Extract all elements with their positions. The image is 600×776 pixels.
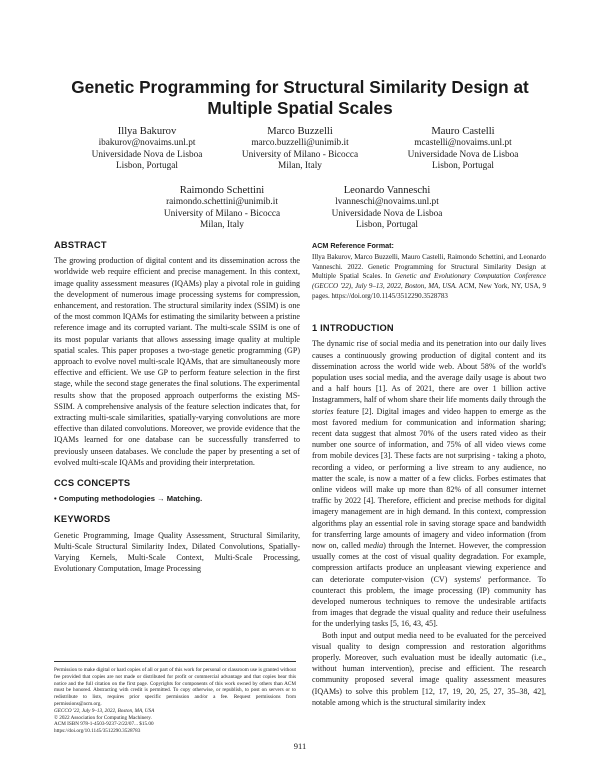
ccs-heading: CCS CONCEPTS	[54, 478, 131, 489]
author-affiliation: University of Milano - Bicocca	[163, 208, 281, 219]
author-email[interactable]: mcastelli@novaims.unl.pt	[414, 138, 512, 148]
acm-ref-venue: Genetic and Evolutionary Computation Conference (GECCO '22), July 9–13, 2022, Boston, MA, USA.	[312, 272, 546, 290]
author-affiliation: Universidade Nova de Lisboa	[407, 149, 519, 160]
right-column	[312, 240, 546, 708]
keywords-text: Genetic Programming, Image Quality Assessment, Structural Similarity, Multi-Scale Structural Similarity Index, Dilated Convolutions, Spatially-Varying Kernels, Multi-Scale Context, Multi-Scale Processing, Evolutionary Computation, Image Processing	[54, 530, 300, 574]
intro-text: feature [2]. Digital images and video happen to emerge as the most favored medium for communication and information sharing; recent data suggest that almost 70% of the users rated video as their number one source of information, and 75% of all video views come from mobile devices [3]. These facts are not surprising - taking a photo, recording a video, or performing a live stream to any audience, no matter the scale, is now a matter of a few clicks. Forbes estimates that online videos will make up more than 82% of all consumer internet traffic by 2022 [4]. Therefore, efficient and precise methods for digital imagery management are in high demand. In this context, compression algorithms play an essential role in saving storage space and bandwidth for transferring large amounts of imagery and video information (from now on, called	[312, 406, 546, 551]
author-email[interactable]: lvanneschi@novaims.unl.pt	[335, 197, 439, 207]
permission-text: Permission to make digital or hard copies of all or part of this work for personal or classroom use is granted without fee provided that copies are not made or distributed for profit or commercial advantage and that copies bear this notice and the full citation on the first page. Copyrights for components of this work owned by others than ACM must be honored. Abstracting with credit is permitted. To copy otherwise, or republish, to post on servers or to redistribute to lists, requires prior specific permission and/or a fee. Request permissions from permissions@acm.org.	[54, 667, 296, 707]
permission-isbn: ACM ISBN 978-1-4503-9237-2/22/07... $15.00	[54, 721, 154, 728]
intro-emphasis: media	[363, 541, 384, 551]
abstract-heading: ABSTRACT	[54, 240, 107, 250]
author-name: Leonardo Vanneschi	[343, 185, 431, 196]
permission-venue: GECCO '22, July 9–13, 2022, Boston, MA, USA	[54, 707, 155, 714]
introduction-heading: 1 INTRODUCTION	[312, 323, 394, 334]
author-name: Illya Bakurov	[117, 126, 177, 137]
author-location: Milan, Italy	[278, 161, 322, 172]
author-name: Raimondo Schettini	[179, 185, 265, 196]
author-name: Marco Buzzelli	[267, 126, 333, 137]
abstract-text: The growing production of digital content and its dissemination across the worldwide web require efficient and precise management. In this context, image quality assessment measures (IQAMs) play a pivotal role in guiding the development of numerous image processing systems for compression, enhancement, and restoration. The structural similarity index (SSIM) is one of the most common IQAMs for estimating the similarity between a pristine reference image and its corrupted variant. The multi-scale SSIM is one of its most popular variants that allows assessing image quality at multiple spatial scales. This paper proposes a two-stage genetic programming (GP) approach to evolve novel multi-scale IQAMs, that are simultaneously more effective and efficient. We use GP to perform feature selection in the first stage, while the second stage generates the final solutions. The experimental results show that the proposed approach outperforms the existing MS-SSIM. A comprehensive analysis of the feature selection indicates that, for extracting multi-scale similarities, spatially-varying convolutions are more effective than dilated convolutions. Moreover, we provide evidence that the IQAMs learned for one database can be successfully transferred to previously unseen databases. We conclude the paper by presenting a set of evolved multi-scale IQAMs and providing their interpretation.	[54, 256, 300, 467]
author-name: Mauro Castelli	[431, 126, 495, 137]
intro-paragraph-1	[312, 338, 546, 629]
author-block	[373, 125, 553, 173]
author-location: Milan, Italy	[200, 220, 244, 231]
page-number: 911	[293, 741, 307, 751]
author-email[interactable]: marco.buzzelli@unimib.it	[251, 138, 349, 148]
author-block	[210, 125, 390, 173]
left-column	[54, 240, 300, 574]
acm-reference-heading: ACM Reference Format:	[312, 241, 394, 250]
author-location: Lisbon, Portugal	[356, 220, 418, 231]
keywords-heading: KEYWORDS	[54, 514, 111, 525]
author-location: Lisbon, Portugal	[116, 161, 178, 172]
acm-ref-publisher[interactable]: ACM, New York, NY, USA, 9 pages. https://doi.org/10.1145/3512290.3528783	[312, 281, 546, 300]
acm-ref-authors: Illya Bakurov, Marco Buzzelli, Mauro Castelli, Raimondo Schettini, and Leonardo Vanneschi. 2022. Genetic Programming for Structural Similarity Design at Multiple Spatial Scales. In	[312, 253, 546, 281]
permission-notice	[54, 667, 296, 735]
author-affiliation: Universidade Nova de Lisboa	[331, 208, 443, 219]
author-location: Lisbon, Portugal	[432, 161, 494, 172]
ccs-item: • Computing methodologies → Matching.	[54, 494, 203, 504]
author-block	[297, 184, 477, 232]
intro-text: ) through the Internet. However, the compression usually comes at the cost of visual quality degradation. For example, compression artifacts produce an unpleasant viewing experience and can deteriorate computer-vision (CV) systems' performance. To counteract this problem, the image processing (IP) community has developed numerous techniques to remove the undesirable artifacts from images that degrade the visual quality and reduce their usefulness for the underlying tasks [5, 16, 43, 45].	[312, 541, 546, 629]
author-affiliation: Universidade Nova de Lisboa	[91, 149, 203, 160]
intro-paragraph-2: Both input and output media need to be evaluated for the perceived visual quality to design compression and restoration algorithms properly. Moreover, such evaluation must be ideally automatic (i.e., without human intervention), precise and efficient. The research community proposed several image quality assessment measures (IQAMs) to solve this problem [12, 17, 19, 20, 25, 27, 35–38, 42], notable among which is the structural similarity index	[312, 630, 546, 707]
paper-title: Genetic Programming for Structural Similarity Design at Multiple Spatial Scales	[71, 77, 529, 118]
intro-text: The dynamic rise of social media and its penetration into our daily lives causes a continuously growing production of digital content and its dissemination across the world wide web. About 58% of the world's population uses social media, and the average daily usage is about two and a half hours [1]. As of 2021, there are over 1 billion active Instagrammers, half of whom share their life moments daily through the	[312, 339, 546, 405]
author-email[interactable]: ibakurov@novaims.unl.pt	[98, 138, 196, 148]
permission-doi[interactable]: https://doi.org/10.1145/3512290.3528783	[54, 728, 141, 735]
intro-emphasis: stories	[312, 406, 334, 416]
author-email[interactable]: raimondo.schettini@unimib.it	[166, 197, 278, 207]
author-block	[132, 184, 312, 232]
footnote-divider	[54, 661, 296, 662]
acm-reference-text	[312, 253, 546, 301]
author-affiliation: University of Milano - Bicocca	[241, 149, 359, 160]
permission-copyright: © 2022 Association for Computing Machinery.	[54, 714, 152, 721]
